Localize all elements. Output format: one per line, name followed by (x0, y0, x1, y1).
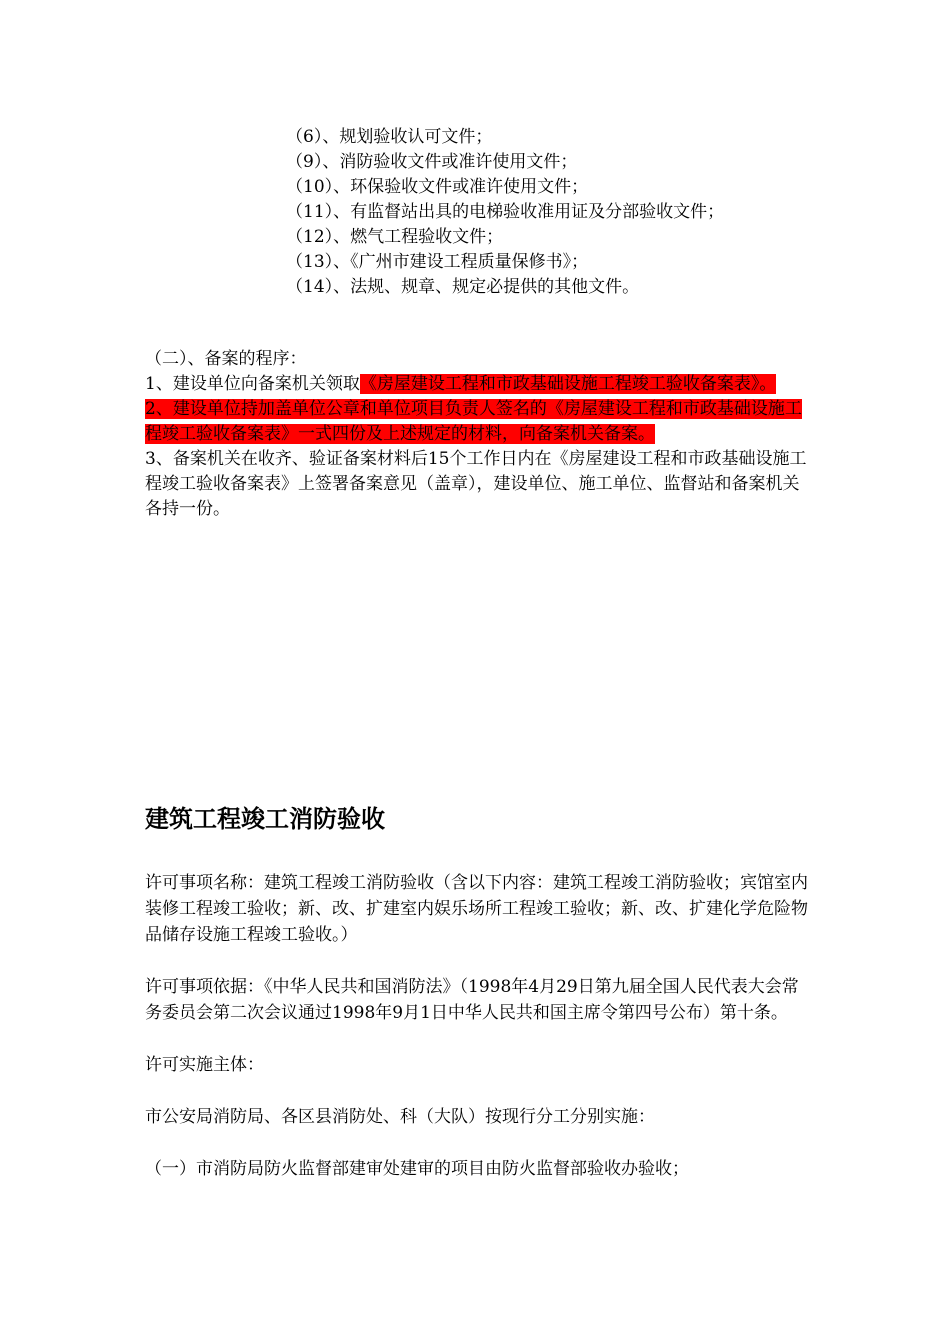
procedure-step-2 (145, 397, 810, 447)
section-body (145, 870, 810, 1208)
procedure-step-1 (145, 372, 810, 397)
required-documents-list (286, 125, 724, 300)
section-title: 建筑工程竣工消防验收 (145, 805, 385, 833)
step-1-text: 1、建设单位向备案机关领取 (145, 374, 360, 394)
procedure-step-3: 3、备案机关在收齐、验证备案材料后15个工作日内在《房屋建设工程和市政基础设施工程竣工验收备案表》上签署备案意见（盖章），建设单位、施工单位、监督站和备案机关各持一份。 (145, 449, 807, 519)
highlighted-text: 《房屋建设工程和市政基础设施工程竣工验收备案表》。 (359, 374, 777, 394)
paragraph: （一）市消防局防火监督部建审处建审的项目由防火监督部验收办验收； (145, 1159, 689, 1179)
list-item: （6）、规划验收认可文件； (286, 127, 493, 147)
procedure-heading: （二）、备案的程序： (145, 349, 307, 369)
list-item: （12）、燃气工程验收文件； (286, 227, 504, 247)
list-item: （9）、消防验收文件或准许使用文件； (286, 152, 578, 172)
paragraph: 许可事项名称：建筑工程竣工消防验收（含以下内容：建筑工程竣工消防验收；宾馆室内装修工程竣工验收；新、改、扩建室内娱乐场所工程竣工验收；新、改、扩建化学危险物品储存设施工程竣工验收。） (145, 873, 808, 945)
paragraph: 许可实施主体： (145, 1055, 264, 1075)
list-item: （13）、《广州市建设工程质量保修书》； (286, 252, 589, 272)
list-item: （10）、环保验收文件或准许使用文件； (286, 177, 589, 197)
list-item: （11）、有监督站出具的电梯验收准用证及分部验收文件； (286, 202, 725, 222)
paragraph: 市公安局消防局、各区县消防处、科（大队）按现行分工分别实施： (145, 1107, 655, 1127)
paragraph: 许可事项依据：《中华人民共和国消防法》（1998年4月29日第九届全国人民代表大会常务委员会第二次会议通过1998年9月1日中华人民共和国主席令第四号公布）第十条。 (145, 977, 799, 1023)
list-item: （14）、法规、规章、规定必提供的其他文件。 (286, 277, 640, 297)
filing-procedure (145, 347, 810, 522)
highlighted-text: 2、建设单位持加盖单位公章和单位项目负责人签名的《房屋建设工程和市政基础设施工程竣工验收备案表》一式四份及上述规定的材料，向备案机关备案。 (145, 399, 802, 444)
